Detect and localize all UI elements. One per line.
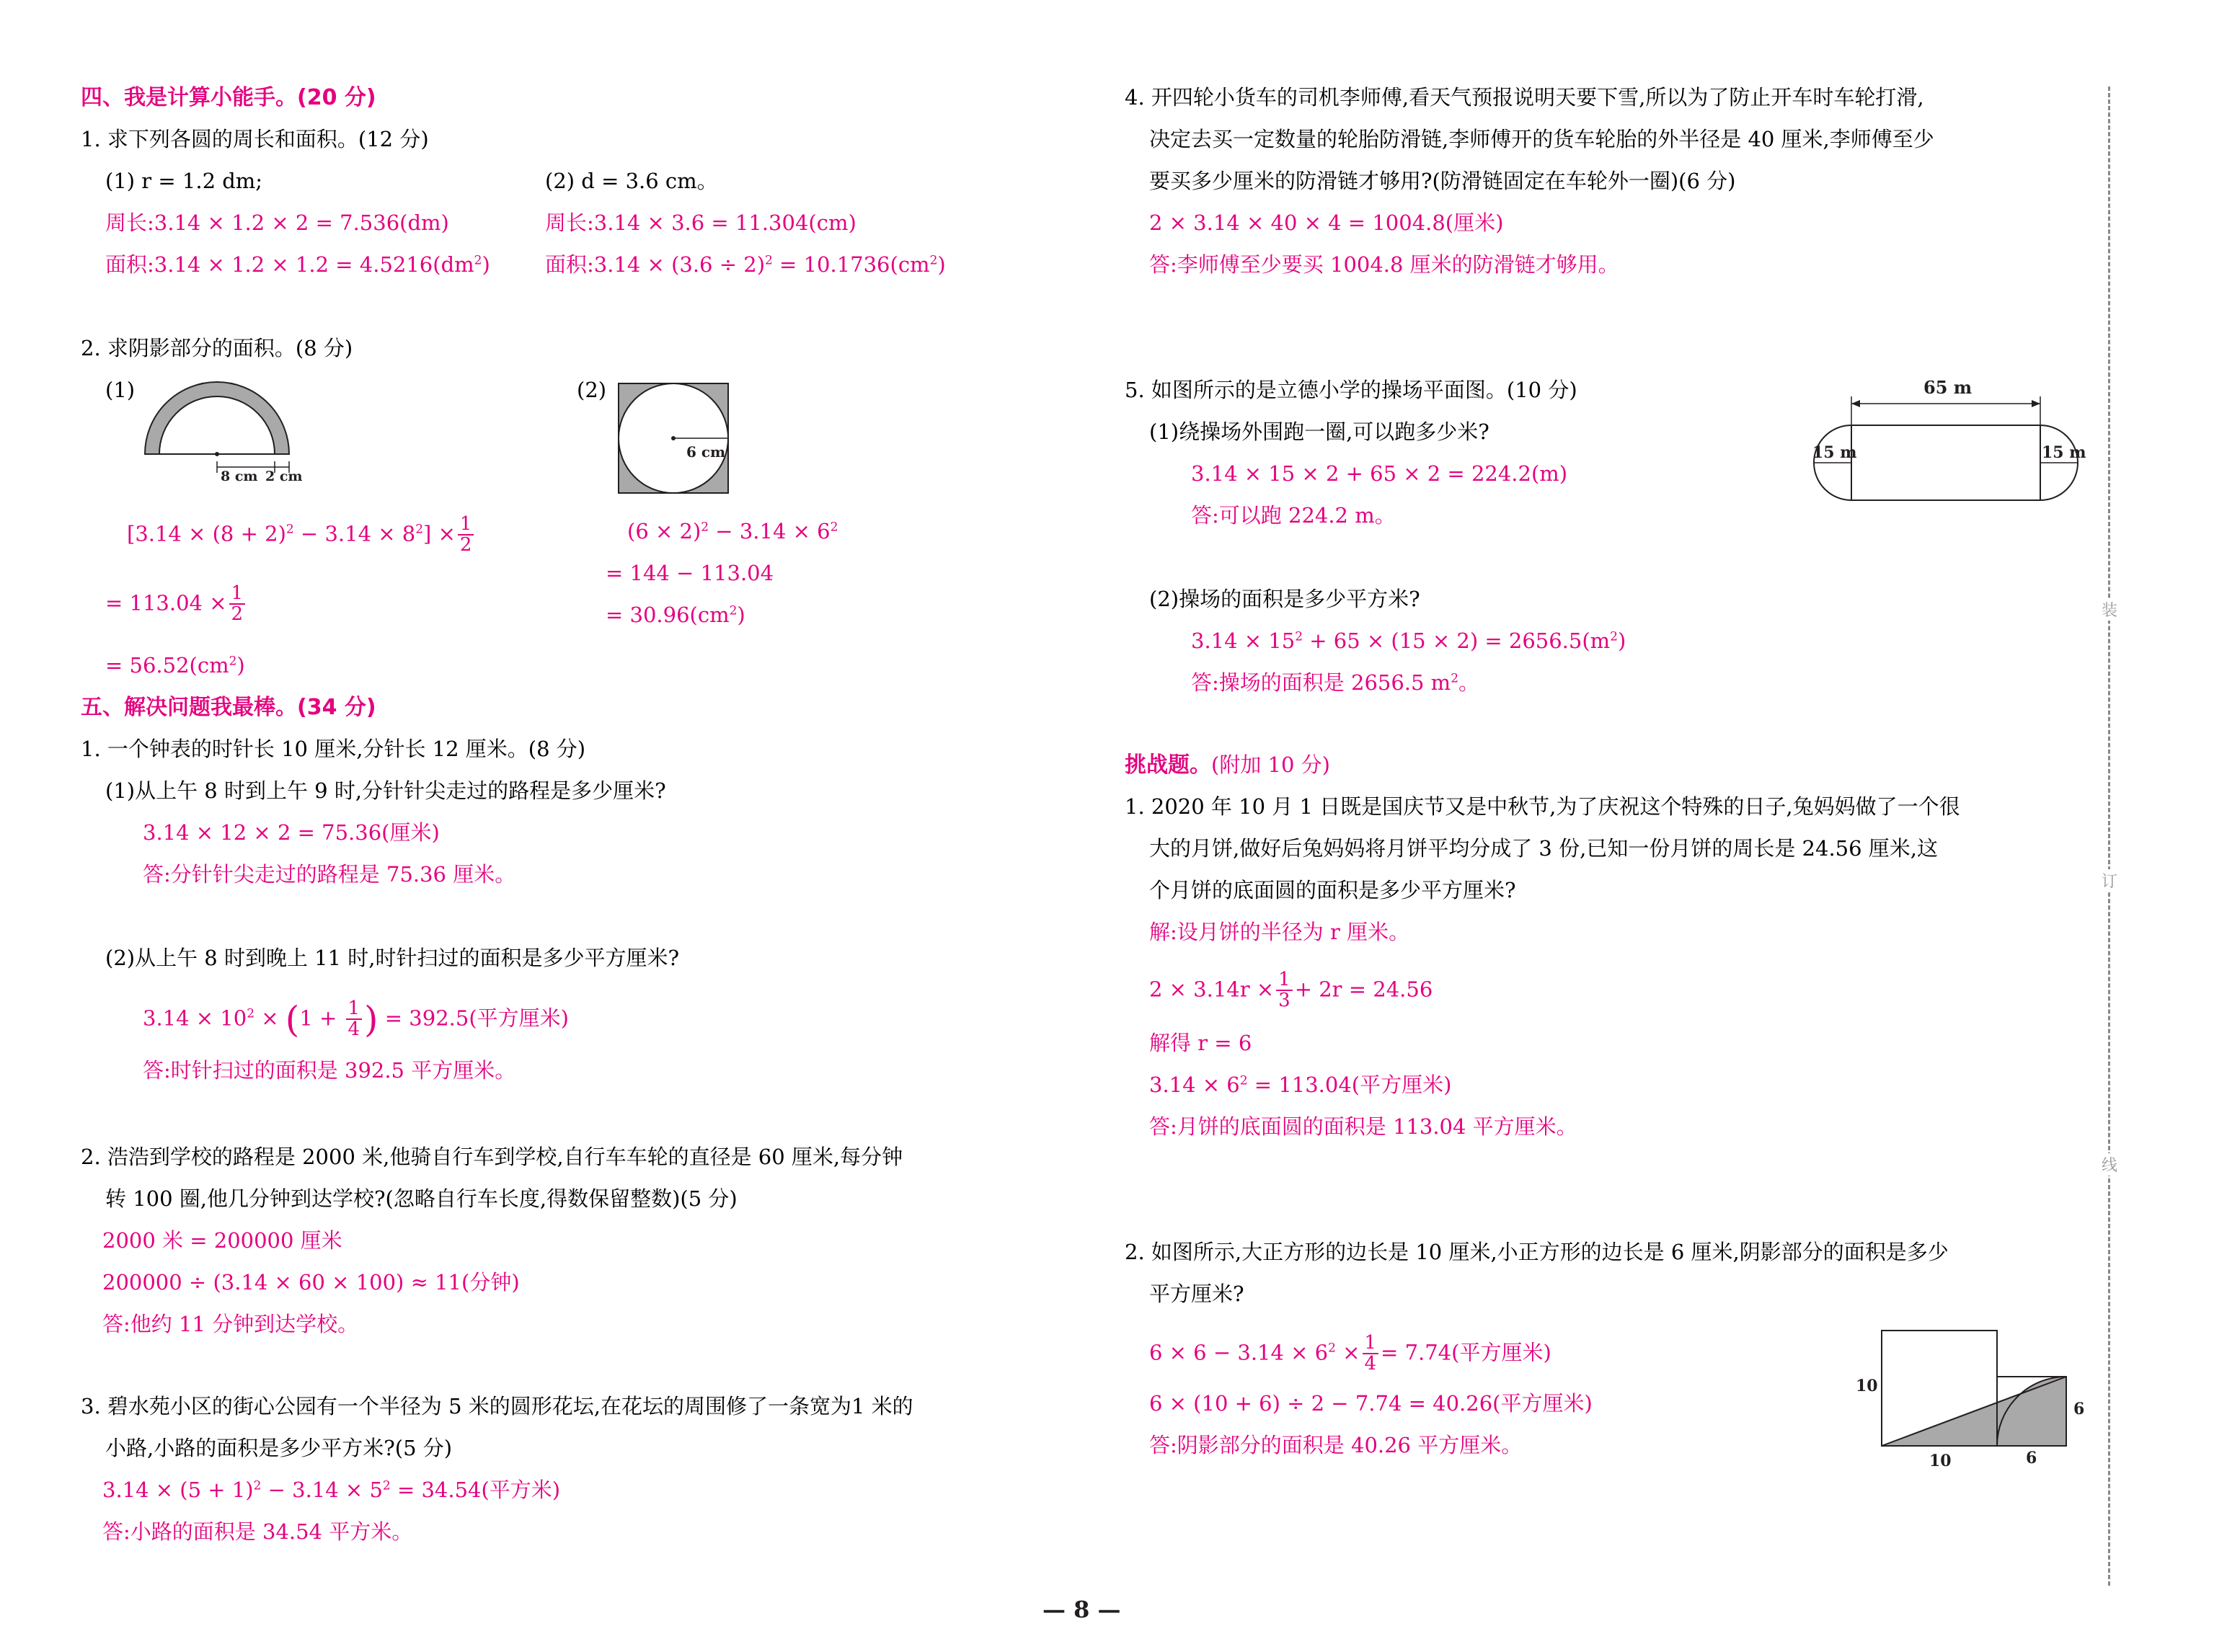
s5-q1-part2: (2)从上午 8 时到晚上 11 时,时针扫过的面积是多少平方厘米? [105, 946, 680, 970]
page-number: — 8 — [1042, 1596, 1121, 1623]
q2-sol2-line1: $(6 \times 2)^2 - 3.14 \times 6^2$ [627, 519, 838, 543]
fraction: $\frac{1}{4}$ [1363, 1333, 1379, 1375]
q5-part1-calc: 3.14 × 15 × 2 + 65 × 2 = 224.2(m) [1191, 461, 1568, 486]
q2-title: 2. 求阴影部分的面积。(8 分) [81, 336, 353, 360]
fraction: $\frac{1}{2}$ [458, 515, 474, 556]
challenge-q1-step1: 解:设月饼的半径为 r 厘米。 [1149, 920, 1410, 944]
fig2-radius: 6 cm [686, 443, 726, 461]
square-bottom2-label: 6 [2026, 1449, 2037, 1467]
s5-q2-line2: 转 100 圈,他几分钟到达学校?(忽略自行车长度,得数保留整数)(5 分) [105, 1186, 738, 1211]
q5-part2: (2)操场的面积是多少平方米? [1149, 587, 1420, 611]
semicircle-ring-figure [141, 382, 303, 484]
two-squares-figure [1846, 1319, 2091, 1470]
s5-q3-line2: 小路,小路的面积是多少平方米?(5 分) [105, 1436, 453, 1460]
q2-sol2-line2: = 144 − 113.04 [606, 561, 774, 585]
challenge-q1-step3: 解得 r = 6 [1149, 1031, 1252, 1055]
fraction: $\frac{1}{4}$ [346, 999, 363, 1040]
challenge-q2-line1: 2. 如图所示,大正方形的边长是 10 厘米,小正方形的边长是 6 厘米,阴影部分的面积是多少 [1125, 1240, 1949, 1264]
q4-line1: 4. 开四轮小货车的司机李师傅,看天气预报说明天要下雪,所以为了防止开车时车轮打滑, [1125, 85, 1924, 110]
square-right-label: 6 [2073, 1400, 2085, 1418]
s5-q1-part1-calc: 3.14 × 12 × 2 = 75.36(厘米) [143, 820, 440, 845]
section-4-heading: 四、我是计算小能手。(20 分) [81, 85, 376, 110]
challenge-q2-answer: 答:阴影部分的面积是 40.26 平方厘米。 [1149, 1433, 1523, 1457]
s5-q1-part2-answer: 答:时针扫过的面积是 392.5 平方厘米。 [143, 1058, 516, 1083]
s5-q3-calc: $3.14 \times (5 + 1)^2 - 3.14 \times 5^2 = 34.54$(平方米) [102, 1478, 561, 1502]
challenge-heading: 挑战题。(附加 10 分) [1125, 752, 1330, 778]
q4-answer: 答:李师傅至少要买 1004.8 厘米的防滑链才够用。 [1149, 252, 1619, 277]
q1b-given: (2) d = 3.6 cm。 [545, 169, 718, 193]
q4-calc: 2 × 3.14 × 40 × 4 = 1004.8(厘米) [1149, 210, 1504, 235]
playground-top-label: 65 m [1923, 377, 1973, 398]
section-5-heading: 五、解决问题我最棒。(34 分) [81, 695, 376, 720]
playground-left-label: 15 m [1812, 443, 1857, 462]
challenge-q2-calc1: $6 \times 6 - 3.14 \times 6^2$ × $\frac{1}{4}$ = 7.74(平方厘米) [1149, 1332, 1551, 1375]
challenge-q2-calc2: 6 × (10 + 6) ÷ 2 − 7.74 = 40.26(平方厘米) [1149, 1391, 1593, 1416]
q2-sol1-line2: = 113.04 × $\frac{1}{2}$ [105, 584, 247, 625]
q1b-area: 面积:3.14 × $(3.6 \div 2)^2 = 10.1736(cm^2)$ [545, 252, 946, 277]
binding-char-3: 线 [2097, 1153, 2122, 1176]
s5-q1-title: 1. 一个钟表的时针长 10 厘米,分针长 12 厘米。(8 分) [81, 737, 586, 761]
q1a-perimeter: 周长:3.14 × 1.2 × 2 = 7.536(dm) [105, 210, 449, 235]
q4-line3: 要买多少厘米的防滑链才够用?(防滑链固定在车轮外一圈)(6 分) [1149, 169, 1736, 193]
challenge-q1-line3: 个月饼的底面圆的面积是多少平方厘米? [1149, 878, 1516, 902]
challenge-q1-step2: 2 × 3.14r × $\frac{1}{3}$ + 2r = 24.56 [1149, 969, 1433, 1012]
fig2-label: (2) [577, 378, 607, 402]
fraction: $\frac{1}{2}$ [229, 584, 246, 625]
s5-q1-part1-answer: 答:分针针尖走过的路程是 75.36 厘米。 [143, 862, 516, 887]
challenge-q2-line2: 平方厘米? [1149, 1282, 1244, 1306]
q5-title: 5. 如图所示的是立德小学的操场平面图。(10 分) [1125, 378, 1577, 402]
s5-q2-calc1: 2000 米 = 200000 厘米 [102, 1228, 342, 1253]
s5-q3-answer: 答:小路的面积是 34.54 平方米。 [102, 1519, 413, 1544]
q1b-perimeter: 周长:3.14 × 3.6 = 11.304(cm) [545, 210, 856, 235]
challenge-q1-answer: 答:月饼的底面圆的面积是 113.04 平方厘米。 [1149, 1114, 1577, 1139]
s5-q2-calc2: 200000 ÷ (3.14 × 60 × 100) ≈ 11(分钟) [102, 1270, 520, 1294]
fraction: $\frac{1}{3}$ [1276, 970, 1293, 1011]
s5-q2-line1: 2. 浩浩到学校的路程是 2000 米,他骑自行车到学校,自行车车轮的直径是 60 厘米,每分钟 [81, 1145, 903, 1169]
q5-part2-answer: 答:操场的面积是 2656.5 $m^2$。 [1191, 670, 1480, 695]
s5-q3-line1: 3. 碧水苑小区的街心公园有一个半径为 5 米的圆形花坛,在花坛的周围修了一条宽为1 米的 [81, 1394, 913, 1418]
binding-dashed-line [2108, 86, 2110, 1586]
q2-sol2-line3: = $30.96(cm^2)$ [606, 603, 745, 627]
s5-q2-answer: 答:他约 11 分钟到达学校。 [102, 1312, 359, 1336]
fig1-label: (1) [105, 378, 136, 402]
challenge-q1-line2: 大的月饼,做好后兔妈妈将月饼平均分成了 3 份,已知一份月饼的周长是 24.56 厘米,这 [1149, 836, 1939, 861]
fig1-dim-8: 8 cm [221, 468, 258, 484]
q1a-area: 面积:3.14 × $1.2 \times 1.2 = 4.5216(dm^2)$ [105, 252, 490, 277]
s5-q1-part2-calc: $3.14 \times 10^2 \times (1$ + $\frac{1}{4}$ ) = 392.5(平方厘米) [143, 998, 569, 1041]
playground-figure [1802, 375, 2091, 512]
binding-char-1: 装 [2097, 598, 2122, 621]
q5-part1-answer: 答:可以跑 224.2 m。 [1191, 503, 1396, 528]
q5-part1: (1)绕操场外围跑一圈,可以跑多少米? [1149, 419, 1489, 444]
square-left-label: 10 [1856, 1377, 1878, 1395]
binding-char-2: 订 [2097, 869, 2122, 892]
q1a-given: (1) r = 1.2 dm; [105, 169, 263, 193]
q2-sol1-line1: $[3.14 \times (8 + 2)^2 - 3.14 \times 8^2]$ × $\frac{1}{2}$ [127, 515, 476, 556]
q5-part2-calc: $3.14 \times 15^2 + 65 \times (15 \times 2) = 2656.5(m^2)$ [1191, 629, 1626, 653]
s5-q1-part1: (1)从上午 8 时到上午 9 时,分针针尖走过的路程是多少厘米? [105, 778, 666, 803]
challenge-q1-step4: $3.14 \times 6^2 = 113.04$(平方厘米) [1149, 1073, 1452, 1097]
playground-right-label: 15 m [2042, 443, 2086, 462]
square-bottom1-label: 10 [1929, 1452, 1952, 1470]
q4-line2: 决定去买一定数量的轮胎防滑链,李师傅开的货车轮胎的外半径是 40 厘米,李师傅至少 [1149, 127, 1934, 151]
q2-sol1-line3: = $56.52(cm^2)$ [105, 653, 245, 678]
q1-title: 1. 求下列各圆的周长和面积。(12 分) [81, 127, 429, 151]
fig1-dim-2: 2 cm [265, 468, 303, 484]
challenge-q1-line1: 1. 2020 年 10 月 1 日既是国庆节又是中秋节,为了庆祝这个特殊的日子,兔妈妈做了一个很 [1125, 794, 1960, 819]
circle-in-square-figure [617, 382, 732, 497]
